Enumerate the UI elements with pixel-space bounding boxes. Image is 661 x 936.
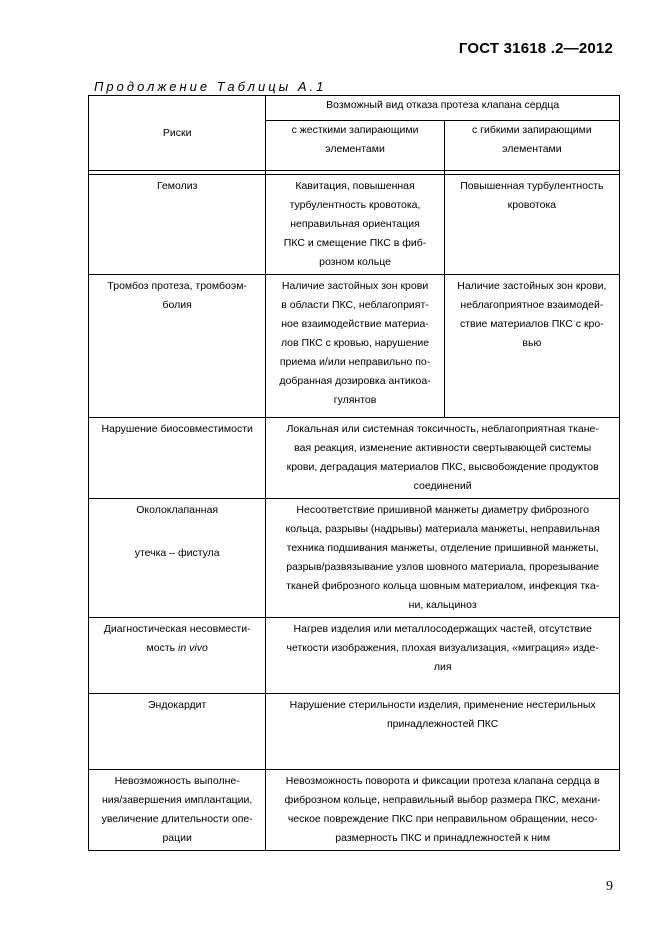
cell-line: лов ПКС с кровью, нарушение	[280, 337, 430, 349]
cell-line: Несоответствие пришивной манжеты диаметру фиброзного	[296, 504, 589, 516]
risk-cell	[89, 418, 266, 499]
cell-line: четкости изображения, плохая визуализация, «миграция» изде-	[286, 642, 599, 654]
cell-line: неблагоприятное взаимодей-	[460, 299, 604, 311]
failure-header	[266, 96, 620, 121]
failure-header-text: Возможный вид отказа протеза клапана сердца	[326, 99, 560, 111]
cell-line: Нарушение стерильности изделия, применение нестерильных	[289, 699, 596, 711]
header-line: с жесткими запирающими	[291, 124, 419, 136]
cell-gap	[93, 520, 261, 544]
cell-line: рации	[162, 832, 192, 844]
header-line: с гибкими запирающими	[472, 124, 592, 136]
cell-line: вая реакция, изменение активности свертывающей системы	[294, 442, 592, 454]
table-row	[89, 694, 620, 770]
cell-line: ствие материалов ПКС с кро-	[460, 318, 604, 330]
failure-cell	[266, 694, 620, 770]
risk-cell	[89, 694, 266, 770]
table-row	[89, 770, 620, 851]
cell-line: тканей фиброзного кольца шовным материалом, инфекция тка-	[286, 580, 600, 592]
failure-cell	[266, 618, 620, 694]
table-header-row	[89, 96, 620, 121]
rigid-failure-cell	[266, 175, 444, 275]
cell-line: лия	[433, 661, 452, 673]
cell-line: добранная дозировка антикоа-	[279, 375, 431, 387]
cell-line: в области ПКС, неблагоприят-	[281, 299, 429, 311]
failure-cell	[266, 418, 620, 499]
cell-line: размерность ПКС и принадлежностей к ним	[335, 832, 551, 844]
rigid-failure-cell	[266, 275, 444, 418]
cell-line: Невозможность выполне-	[114, 775, 240, 787]
cell-line: Эндокардит	[147, 699, 207, 711]
in-vivo-italic: in vivo	[178, 642, 208, 654]
header-line: элементами	[325, 143, 385, 155]
risk-cell	[89, 499, 266, 618]
cell-line: Наличие застойных зон крови	[281, 280, 429, 292]
risk-column-header	[89, 96, 266, 171]
cell-line: Локальная или системная токсичность, неблагоприятная ткане-	[286, 423, 599, 435]
risk-cell	[89, 618, 266, 694]
cell-line: Повышенная турбулентность	[460, 180, 604, 192]
cell-line: вью	[522, 337, 542, 349]
header-line: элементами	[502, 143, 562, 155]
risk-cell	[89, 275, 266, 418]
table-body	[89, 175, 620, 851]
table-row	[89, 418, 620, 499]
cell-line: кольца, разрывы (надрывы) материала манжеты, неправильная	[285, 523, 600, 535]
cell-line: разрыв/развязывание узлов шовного материала, прорезывание	[286, 561, 600, 573]
cell-line: ное взаимодействие материа-	[281, 318, 429, 330]
failure-cell	[266, 499, 620, 618]
page-number: 9	[606, 879, 613, 894]
cell-line: Тромбоз протеза, тромбоэм-	[107, 280, 247, 292]
cell-line: принадлежностей ПКС	[386, 718, 499, 730]
risk-cell	[89, 770, 266, 851]
document-header: ГОСТ 31618 .2—2012	[458, 40, 613, 57]
cell-line: крови, деградация материалов ПКС, высвобождение продуктов	[286, 461, 599, 473]
failure-cell	[266, 770, 620, 851]
cell-line: фиброзном кольце, неправильный выбор размера ПКС, механи-	[284, 794, 601, 806]
cell-line: болия	[162, 299, 192, 311]
cell-line: Наличие застойных зон крови,	[457, 280, 607, 292]
risk-table	[88, 95, 620, 851]
cell-line: Околоклапанная	[136, 504, 219, 516]
risk-cell	[89, 175, 266, 275]
cell-line: утечка – фистула	[134, 547, 220, 559]
flex-header	[444, 121, 619, 171]
cell-line: приема и/или неправильно по-	[279, 356, 431, 368]
table-row	[89, 499, 620, 618]
table-caption: Продолжение Таблицы А.1	[94, 79, 327, 94]
cell-line: ни, кальциноз	[408, 599, 477, 611]
cell-line: Диагностическая несовмести-	[103, 623, 251, 635]
rigid-header	[266, 121, 444, 171]
cell-line: техника подшивания манжеты, отделение пришивной манжеты,	[286, 542, 599, 554]
table-row	[89, 618, 620, 694]
risk-header-text: Риски	[162, 126, 192, 139]
flex-failure-cell	[444, 275, 619, 418]
cell-line: неправильная ориентация	[290, 218, 420, 230]
cell-line: ческое повреждение ПКС при неправильном обращении, несо-	[287, 813, 598, 825]
table-row	[89, 275, 620, 418]
cell-line: Нагрев изделия или металлосодержащих частей, отсутствие	[293, 623, 592, 635]
cell-line: гулянтов	[333, 394, 377, 406]
cell-line: Нарушение биосовместимости	[101, 423, 253, 435]
cell-line: ния/завершения имплантации,	[102, 794, 253, 806]
flex-failure-cell	[444, 175, 619, 275]
cell-line: ПКС и смещение ПКС в фиб-	[283, 237, 427, 249]
cell-line: увеличение длительности опе-	[101, 813, 253, 825]
cell-line: соединений	[413, 480, 472, 492]
cell-line: Гемолиз	[156, 180, 198, 192]
cell-line: Кавитация, повышенная	[295, 180, 415, 192]
table-row	[89, 175, 620, 275]
cell-line: мость in vivo	[146, 642, 208, 654]
cell-line: кровотока	[507, 199, 557, 211]
cell-line: турбулентность кровотока,	[289, 199, 421, 211]
cell-line: Невозможность поворота и фиксации протеза клапана сердца в	[285, 775, 600, 787]
cell-line: розном кольце	[319, 256, 391, 268]
